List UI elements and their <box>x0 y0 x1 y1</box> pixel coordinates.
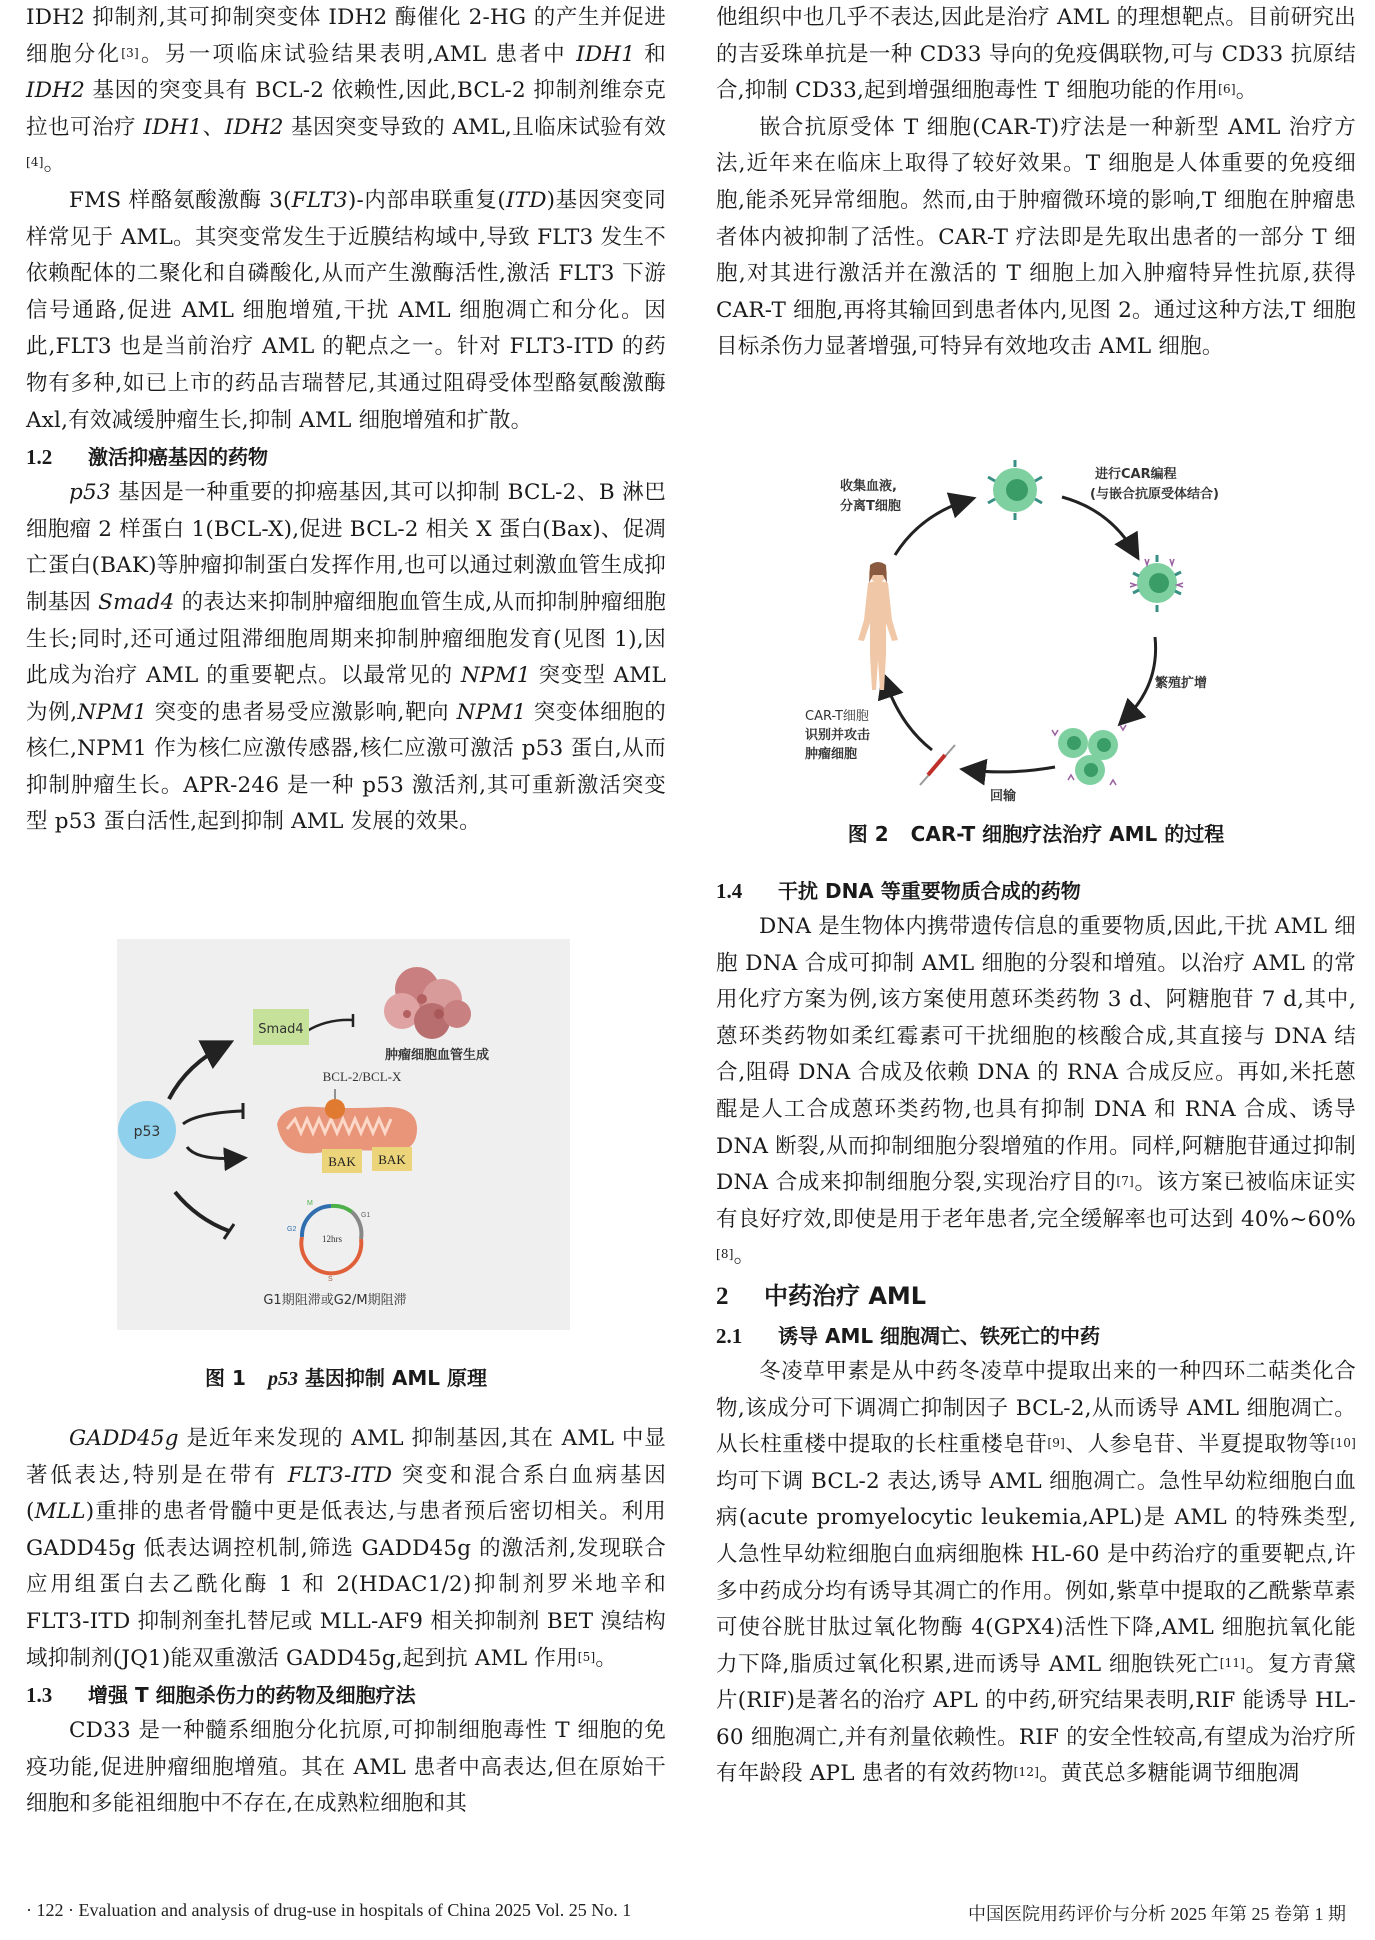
svg-text:BAK: BAK <box>328 1154 356 1169</box>
svg-text:G1: G1 <box>361 1212 371 1219</box>
label-attack-2: 识别并攻击 <box>805 728 871 743</box>
paragraph-p53: p53 基因是一种重要的抑癌基因,其可以抑制 BCL-2、B 淋巴细胞瘤 2 样蛋白 1(BCL-X),促进 BCL-2 相关 X 蛋白(Bax)、促凋亡蛋白(BAK)等肿瘤抑制蛋白发挥作用,也可以通过刺激血管生成抑制基因 Smad4 的表达来抑制肿瘤细胞血管生成,从而抑制肿瘤细胞生长;同时,还可通过阻滞细胞周期来抑制肿瘤细胞发育(见图 1),因此成为治疗 AML 的重要靶点。以最常见的 NPM1 突变型 AML 为例,NPM1 突变的患者易受应激影响,靶向 NPM1 突变体细胞的核仁,NPM1 作为核仁应激传感器,核仁应激可激活 p53 蛋白,从而抑制肿瘤生长。APR-246 是一种 p53 激活剂,其可重新激活突变型 p53 蛋白活性,起到抑制 AML 发展的效果。 <box>26 480 667 835</box>
car-t-cell-icon <box>1130 555 1183 612</box>
right-column-lower <box>716 873 1356 1793</box>
section-heading-1-4: 1.4 干扰 DNA 等重要物质合成的药物 <box>716 879 1081 903</box>
figure-2-caption: 图 2 CAR-T 细胞疗法治疗 AML 的过程 <box>847 822 1225 846</box>
right-column <box>716 0 1356 366</box>
label-program-1: 进行CAR编程 <box>1095 467 1177 482</box>
citation[interactable]: [6] <box>1218 82 1236 97</box>
svg-text:BAK: BAK <box>378 1152 406 1167</box>
tumor-cells-image <box>384 967 471 1039</box>
smad4-label: Smad4 <box>258 1022 304 1037</box>
arrow-to-smad4 <box>169 1044 227 1099</box>
section-heading-2: 2 中药治疗 AML <box>716 1281 927 1310</box>
citation[interactable]: [8] <box>716 1247 734 1262</box>
citation[interactable]: [4] <box>26 155 44 170</box>
svg-text:M: M <box>307 1200 313 1207</box>
page-footer <box>26 1900 1346 1926</box>
paragraph-dna: DNA 是生物体内携带遗传信息的重要物质,因此,干扰 AML 细胞 DNA 合成可抑制 AML 细胞的分裂和增殖。以治疗 AML 的常用化疗方案为例,该方案使用蒽环类药物 3 d、阿糖胞苷 7 d,其中,蒽环类药物如柔红霉素可干扰细胞的核酸合成,其直接与 DNA 结合,阻碍 DNA 合成及依赖 DNA 的 RNA 合成反应。再如,米托蒽醌是人工合成蒽环类药物,也具有抑制 DNA 和 RNA 合成、诱导 DNA 断裂,从而抑制细胞分裂增殖的作用。同样,阿糖胞苷通过抑制 DNA 合成来抑制细胞分裂,实现治疗目的[7]。该方案已被临床证实有良好疗效,即使是用于老年患者,完全缓解率也可达到 40%~60%[8]。 <box>716 914 1356 1269</box>
figure-1-p53-diagram <box>117 939 570 1330</box>
inhibit-cycle <box>175 1192 229 1231</box>
arrest-label: G1期阻滞或G2/M期阻滞 <box>263 1293 407 1308</box>
citation[interactable]: [3] <box>121 45 139 60</box>
label-attack-3: 肿瘤细胞 <box>805 747 858 762</box>
section-heading-1-3: 1.3 增强 T 细胞杀伤力的药物及细胞疗法 <box>26 1683 416 1708</box>
label-reinfuse: 回输 <box>990 789 1017 804</box>
syringe-icon <box>920 745 955 785</box>
citation[interactable]: [12] <box>1013 1765 1040 1780</box>
angiogenesis-label: 肿瘤细胞血管生成 <box>384 1048 490 1063</box>
bcl-label: BCL-2/BCL-X <box>322 1069 402 1084</box>
footer-journal-en: · 122 · Evaluation and analysis of drug-use in hospitals of China 2025 Vol. 25 No. 1 <box>26 1900 632 1920</box>
citation[interactable]: [10] <box>1330 1436 1356 1451</box>
left-column-lower <box>26 1421 666 1823</box>
paragraph-cd33-cont: 他组织中也几乎不表达,因此是治疗 AML 的理想靶点。目前研究出的吉妥珠单抗是一种 CD33 导向的免疫偶联物,可与 CD33 抗原结合,抑制 CD33,起到增强细胞毒性 T 细胞功能的作用[6]。 <box>716 5 1356 104</box>
inhibit-angiogenesis <box>307 1020 352 1031</box>
svg-text:12hrs: 12hrs <box>322 1234 342 1244</box>
svg-text:S: S <box>328 1276 333 1283</box>
label-attack-1: CAR-T细胞 <box>805 709 869 724</box>
label-expand: 繁殖扩增 <box>1155 676 1208 691</box>
paragraph-car-t: 嵌合抗原受体 T 细胞(CAR-T)疗法是一种新型 AML 治疗方法,近年来在临床上取得了较好效果。T 细胞是人体重要的免疫细胞,能杀死异常细胞。然而,由于肿瘤微环境的影响,T 细胞在肿瘤患者体内被抑制了活性。CAR-T 疗法即是先取出患者的一部分 T 细胞,对其进行激活并在激活的 T 细胞上加入肿瘤特异性抗原,获得 CAR-T 细胞,再将其输回到患者体内,见图 2。通过这种方法,T 细胞目标杀伤力显著增强,可特异有效地攻击 AML 细胞。 <box>716 114 1356 360</box>
citation[interactable]: [5] <box>577 1649 596 1664</box>
expanded-car-t-cells-icon <box>1052 725 1126 785</box>
svg-text:G2: G2 <box>287 1226 297 1233</box>
figure-1-caption: 图 1 p53 基因抑制 AML 原理 <box>205 1366 487 1390</box>
citation[interactable]: [9] <box>1047 1436 1066 1451</box>
paragraph-tcm: 冬凌草甲素是从中药冬凌草中提取出来的一种四环二萜类化合物,该成分可下调凋亡抑制因子 BCL-2,从而诱导 AML 细胞凋亡。从长柱重楼中提取的长柱重楼皂苷[9]、人参皂苷、半夏提取物等[10]均可下调 BCL-2 表达,诱导 AML 细胞凋亡。急性早幼粒细胞白血病(acute promyelocytic leukemia,APL)是 AML 的特殊类型,人急性早幼粒细胞白血病细胞株 HL-60 是中药治疗的重要靶点,许多中药成分均有诱导其凋亡的作用。例如,紫草中提取的乙酰紫草素可使谷胱甘肽过氧化物酶 4(GPX4)活性下降,AML 细胞抗氧化能力下降,脂质过氧化积累,进而诱导 AML 细胞铁死亡[11]。复方青黛片(RIF)是著名的治疗 APL 的中药,研究结果表明,RIF 能诱导 HL-60 细胞凋亡,并有剂量依赖性。RIF 的安全性较高,有望成为治疗所有年龄段 APL 患者的有效药物[12]。黄芪总多糖能调节细胞凋 <box>716 1358 1356 1787</box>
citation[interactable]: [7] <box>1116 1174 1134 1189</box>
paragraph-idh: IDH2 抑制剂,其可抑制突变体 IDH2 酶催化 2-HG 的产生并促进细胞分化[3]。另一项临床试验结果表明,AML 患者中 IDH1 和 IDH2 基因的突变具有 BCL-2 依赖性,因此,BCL-2 抑制剂维奈克拉也可治疗 IDH1、IDH2 基因突变导致的 AML,且临床试验有效[4]。 <box>26 5 666 177</box>
footer-journal-cn: 中国医院用药评价与分析 2025 年第 25 卷第 1 期 <box>968 1904 1346 1924</box>
p53-label: p53 <box>133 1124 161 1140</box>
bcl-protein <box>325 1099 345 1119</box>
label-program-2: (与嵌合抗原受体结合) <box>1090 487 1219 502</box>
left-column <box>26 0 666 841</box>
arrow-to-bak <box>187 1147 242 1159</box>
paragraph-cd33: CD33 是一种髓系细胞分化抗原,可抑制细胞毒性 T 细胞的免疫功能,促进肿瘤细胞增殖。其在 AML 患者中高表达,但在原始干细胞和多能祖细胞中不存在,在成熟粒细胞和其 <box>26 1718 666 1817</box>
figure-2-car-t-diagram <box>790 455 1290 815</box>
section-heading-1-2: 1.2 激活抑癌基因的药物 <box>26 445 268 470</box>
label-collect-2: 分离T细胞 <box>840 499 901 514</box>
paragraph-gadd45g: GADD45g 是近年来发现的 AML 抑制基因,其在 AML 中显著低表达,特别是在带有 FLT3-ITD 突变和混合系白血病基因(MLL)重排的患者骨髓中更是低表达,与患者预后密切相关。利用 GADD45g 低表达调控机制,筛选 GADD45g 的激活剂,发现联合应用组蛋白去乙酰化酶 1 和 2(HDAC1/2)抑制剂罗米地辛和 FLT3-ITD 抑制剂奎扎替尼或 MLL-AF9 相关抑制剂 BET 溴结构域抑制剂(JQ1)能双重激活 GADD45g,起到抗 AML 作用[5]。 <box>26 1426 666 1671</box>
label-collect-1: 收集血液, <box>840 479 897 494</box>
inhibit-bcl <box>183 1111 242 1124</box>
section-heading-2-1: 2.1 诱导 AML 细胞凋亡、铁死亡的中药 <box>716 1323 1101 1348</box>
patient-figure-icon <box>858 562 898 690</box>
citation[interactable]: [11] <box>1219 1655 1246 1670</box>
t-cell-icon <box>988 460 1042 520</box>
paragraph-flt3: FMS 样酪氨酸激酶 3(FLT3)-内部串联重复(ITD)基因突变同样常见于 AML。其突变常发生于近膜结构域中,导致 FLT3 发生不依赖配体的二聚化和自磷酸化,从而产生激酶活性,激活 FLT3 下游信号通路,促进 AML 细胞增殖,干扰 AML 细胞凋亡和分化。因此,FLT3 也是当前治疗 AML 的靶点之一。针对 FLT3-ITD 的药物有多种,如已上市的药品吉瑞替尼,其通过阻碍受体型酪氨酸激酶 Axl,有效减缓肿瘤生长,抑制 AML 细胞增殖和扩散。 <box>26 187 667 433</box>
